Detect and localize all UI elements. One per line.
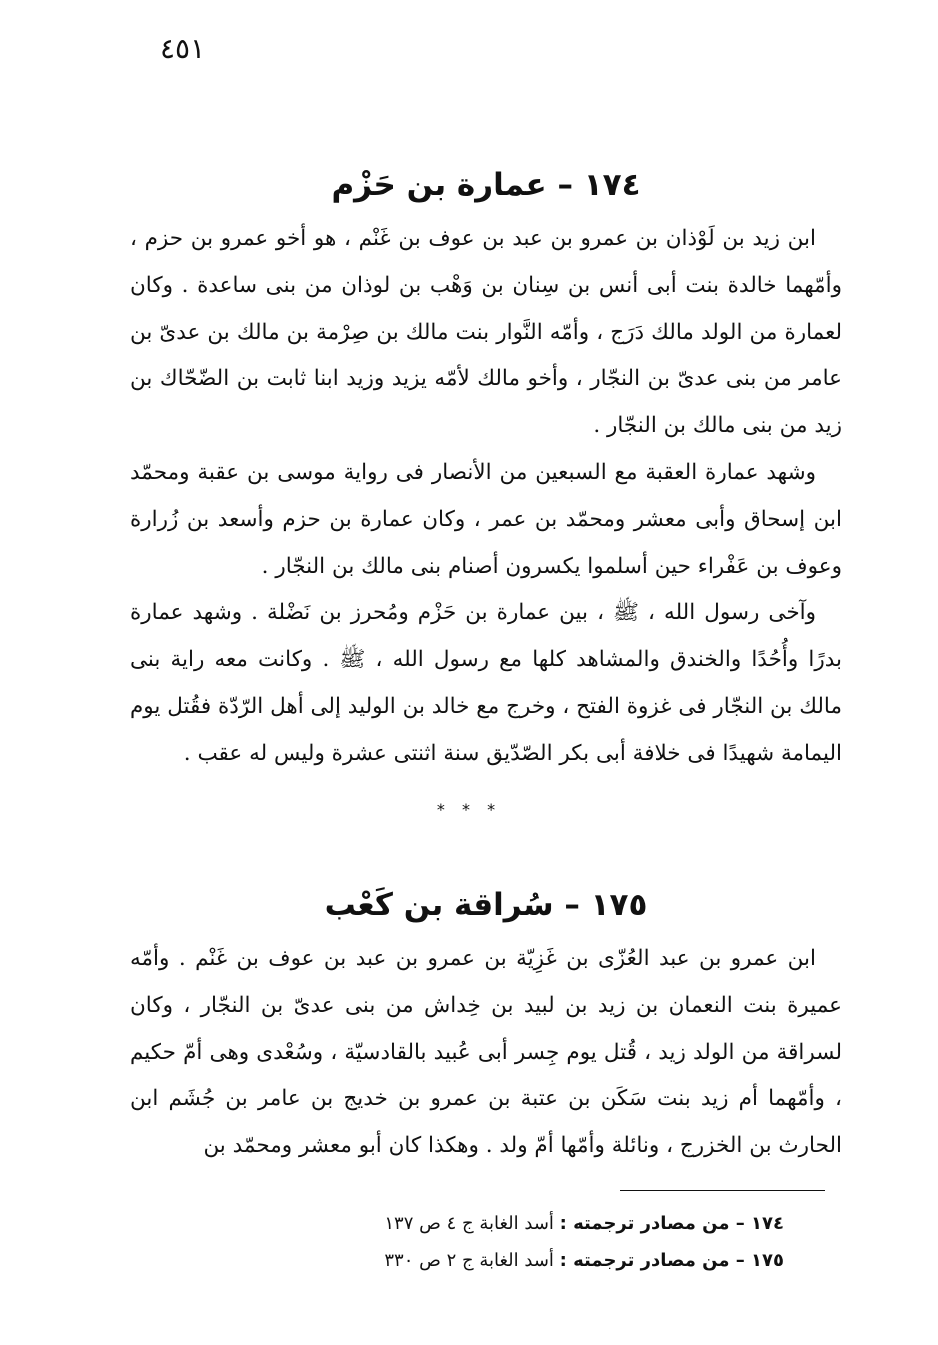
- footnote-label: ١٧٥ – من مصادر ترجمته :: [559, 1250, 784, 1271]
- footnote-175: [300, 1242, 784, 1279]
- biography-section-175: [130, 880, 842, 1170]
- section-heading: ١٧٥ – سُراقة بن كَعْب: [324, 887, 648, 923]
- section-heading: ١٧٤ – عمارة بن حَزْم: [331, 167, 641, 203]
- footnotes: [300, 1205, 784, 1279]
- paragraph: وشهد عمارة العقبة مع السبعين من الأنصار فى رواية موسى بن عقبة ومحمّد ابن إسحاق وأبى معشر ومحمّد بن عمر ، وكان عمارة بن حزم وأسعد بن زُرارة وعوف بن عَفْراء حين أسلموا يكسرون أصنام بنى مالك بن النجّار .: [130, 459, 842, 579]
- section-separator: * * *: [436, 800, 502, 819]
- paragraph: ابن عمرو بن عبد العُزّى بن غَزِيّة بن عمرو بن عبد بن عوف بن غَنْم . وأمّه عميرة بنت النعمان بن زيد بن لبيد بن خِداش من بنى عدىّ بن النجّار ، وكان لسراقة من الولد زيد ، قُتل يوم جِسر أبى عُبيد بالقادسيّة ، وسُعْدى وهى أمّ حكيم ، وأمّهما أم زيد بنت سَكَن بن عتبة بن عمرو بن خديج بن عامر بن جُشَم ابن الحارث بن الخزرج ، ونائلة وأمّها أمّ ولد . وهكذا كان أبو معشر ومحمّد بن: [130, 946, 842, 1159]
- page-number: ٤٥١: [160, 32, 206, 65]
- footnote-label: ١٧٤ – من مصادر ترجمته :: [559, 1213, 784, 1234]
- footnote-174: [300, 1205, 784, 1242]
- footnote-divider: [620, 1190, 825, 1191]
- footnote-text: أسد الغابة ج ٤ ص ١٣٧: [384, 1213, 554, 1234]
- biography-section-174: [130, 160, 842, 778]
- paragraph: وآخى رسول الله ، ﷺ ، بين عمارة بن حَزْم ومُحرز بن نَضْلة . وشهد عمارة بدرًا وأُحُدًا والخندق والمشاهد كلها مع رسول الله ، ﷺ . وكانت معه راية بنى مالك بن النجّار فى غزوة الفتح ، وخرج مع خالد بن الوليد إلى أهل الرّدّة فقُتل يوم اليمامة شهيدًا فى خلافة أبى بكر الصّدّيق سنة اثنتى عشرة وليس له عقب .: [130, 600, 842, 766]
- paragraph: ابن زيد بن لَوْذان بن عمرو بن عبد بن عوف بن غَنْم ، هو أخو عمرو بن حزم ، وأمّهما خالدة بنت أبى أنس بن سِنان بن وَهْب بن لوذان من بنى ساعدة . وكان لعمارة من الولد مالك دَرَج ، وأمّه النَّوار بنت مالك بن صِرْمة بن مالك بن عدىّ بن عامر من بنى عدىّ بن النجّار ، وأخو مالك لأمّه يزيد وزيد ابنا ثابت بن الضّحّاك بن زيد من بنى مالك بن النجّار .: [130, 226, 842, 439]
- footnote-text: أسد الغابة ج ٢ ص ٣٣٠: [384, 1250, 554, 1271]
